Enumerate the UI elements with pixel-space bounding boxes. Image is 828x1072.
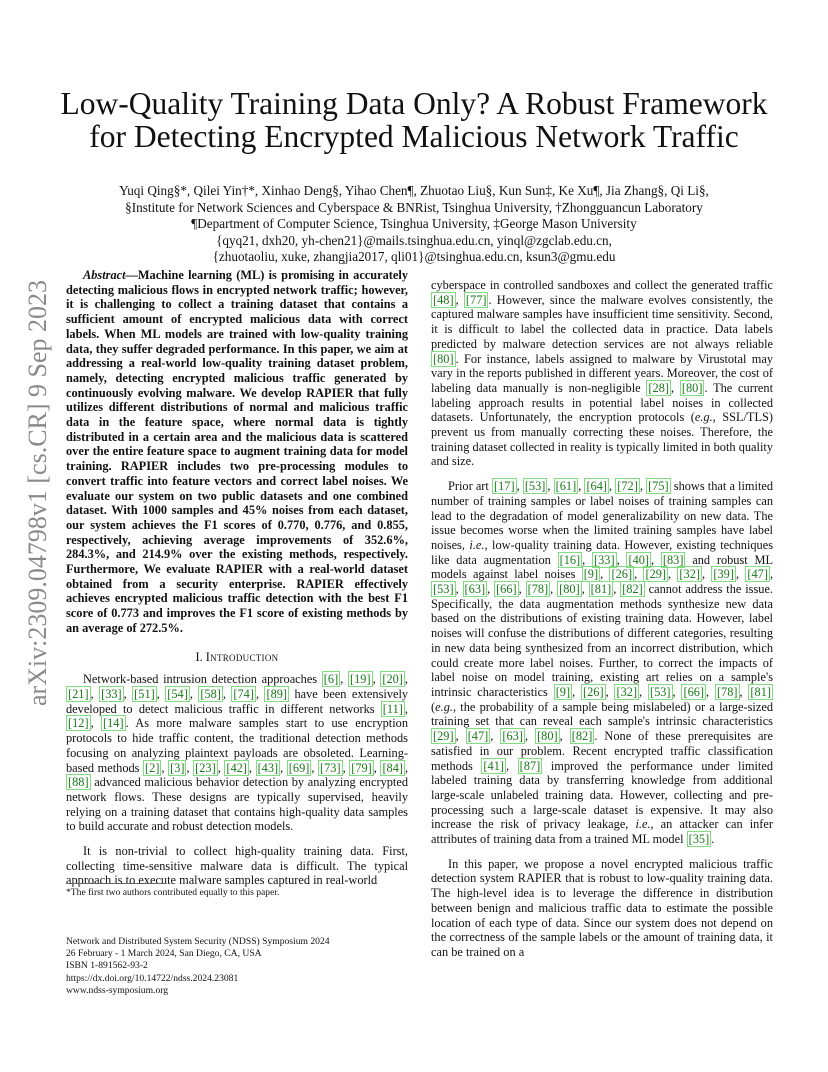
citation-link[interactable]: [19] (349, 672, 371, 687)
citation-link[interactable]: [16] (559, 552, 581, 567)
citation-link[interactable]: [26] (611, 567, 633, 582)
citation-link[interactable]: [82] (571, 729, 593, 744)
footnote: *The first two authors contributed equally to this paper. (66, 887, 280, 898)
body-paragraph: cyberspace in controlled sandboxes and collect the generated traffic [48] , [77] . However, since the malware evolves consistently, the captured malware samples have insufficient time sensitivity. Second, it is difficult to label the collected data in practice. Data labels predicted by malware detection services are not always reliable [80] . For instance, labels assigned to malware by Virustotal may vary in the reports published in different years. Moreover, the cost of labeling data manually is non-negligible [28] , [80] . The current labeling approach results in potential label noises in collected datasets. Unfortunately, the encryption protocols (e.g., SSL/TLS) prevent us from manually correcting these noises. Therefore, the training dataset collected in reality is typically limited in both quality and size. (431, 278, 774, 469)
intro-paragraph: It is non-trivial to collect high-quality training data. First, collecting time-sensitive malware data is difficult. The typical approach is to execute malware samples captured in real-world (66, 844, 408, 888)
website-link[interactable]: www.ndss-symposium.org (66, 984, 169, 996)
venue-line: ISBN 1-891562-93-2 (66, 960, 148, 972)
citation-link[interactable]: [48] (433, 292, 454, 307)
citation-link[interactable]: [88] (68, 775, 89, 790)
citation-link[interactable]: [53] (433, 582, 454, 597)
citation-link[interactable]: [63] (464, 582, 486, 597)
citation-link[interactable]: [80] (559, 582, 580, 597)
citation-link[interactable]: [72] (617, 479, 638, 494)
arxiv-identifier (16, 279, 60, 707)
venue-line: 26 February - 1 March 2024, San Diego, CA, USA (66, 948, 262, 960)
citation-link[interactable]: [78] (527, 582, 549, 597)
citation-link[interactable]: [29] (433, 729, 454, 744)
citation-link[interactable]: [6] (323, 672, 339, 687)
citation-link[interactable]: [82] (622, 582, 643, 597)
intro-paragraph: Network-based intrusion detection approaches [6] , [19] , [20] , [21] , [33] , [51] , [54] , [58] , [74] , [89] have been extensively developed to detect malicious traffic in different networks [11] , [12] , [14] . As more malware samples start to use encryption protocols to hide traffic content, the traditional detection methods focusing on analyzing plaintext payloads are obsoleted. Learning-based methods [2] , [3] , [23] , [42] , [43] , [69] , [73] , [79] , [84] , [88] advanced malicious behavior detection by analyzing encrypted network flows. These designs are typically supervised, heavily relying on a training dataset that contains high-quality data samples to build accurate and robust detection models. (66, 672, 409, 834)
citation-link[interactable]: [9] (583, 567, 599, 582)
footnote-rule (66, 883, 166, 884)
citation-link[interactable]: [39] (713, 567, 734, 582)
citation-link[interactable]: [3] (170, 760, 185, 775)
citation-link[interactable]: [64] (586, 479, 608, 494)
citation-link[interactable]: [89] (266, 686, 288, 701)
body-paragraph: In this paper, we propose a novel encrypted malicious traffic detection system RAPIER that is robust to low-quality training data. The high-level idea is to leverage the difference in distribution between benign and malicious traffic data to estimate the possible location of each type of data. Since our system does not depend on the correctness of the sample labels or the amount of training data, it can be trained on a (431, 856, 773, 959)
section-number: I. (195, 649, 203, 664)
citation-link[interactable]: [14] (103, 716, 124, 731)
citation-link[interactable]: [2] (145, 760, 160, 775)
left-column (66, 268, 408, 898)
citation-link[interactable]: [12] (68, 716, 89, 731)
arxiv-identifier-text: arXiv:2309.04798v1 [cs.CR] 9 Sep 2023 (23, 279, 52, 707)
affiliation-line: §Institute for Network Sciences and Cyberspace & BNRist, Tsinghua University, †Zhongguancun Laboratory (125, 199, 703, 215)
citation-link[interactable]: [35] (688, 832, 710, 847)
email-line: {qyq21, dxh20, yh-chen21}@mails.tsinghua.edu.cn, yinql@zgclab.edu.cn, (216, 232, 612, 248)
citation-link[interactable]: [21] (68, 686, 89, 701)
citation-link[interactable]: [47] (747, 567, 768, 582)
citation-link[interactable]: [83] (662, 552, 684, 567)
citation-link[interactable]: [41] (483, 758, 504, 773)
venue-line: Network and Distributed System Security (NDSS) Symposium 2024 (66, 936, 330, 947)
section-heading (66, 650, 408, 665)
section-title: Introduction (205, 649, 279, 664)
citation-link[interactable]: [32] (616, 684, 638, 699)
citation-link[interactable]: [40] (628, 552, 650, 567)
abstract-text: —Machine learning (ML) is promising in accurately detecting malicious flows in encrypted network traffic; however, it is challenging to collect a training dataset that contains a sufficient amount of encrypted malicious data with correct labels. When ML models are trained with low-quality training data, they suffer degraded performance. In this paper, we aim at addressing a real-world low-quality training dataset problem, namely, detecting encrypted malicious traffic generated by continuously evolving malware. We develop RAPIER that fully utilizes different distributions of normal and malicious traffic data in the feature space, where normal data is tightly distributed in a certain area and the malicious data is scattered over the entire feature space to augment training data for model training. RAPIER includes two pre-processing modules to convert traffic into feature vectors and correct label noises. We evaluate our system on two public datasets and one combined dataset. With 1000 samples and 45% noises from each dataset, our system achieves the F1 scores of 0.770, 0.776, and 0.855, respectively, achieving average improvements of 352.6%, 284.3%, and 214.9% over the existing methods, respectively. Furthermore, We evaluate RAPIER with a real-world dataset obtained from a security enterprise. RAPIER effectively achieves encrypted malicious traffic detection with the best F1 score of 0.773 and improves the F1 score of existing methods by an average of 272.5%. (66, 268, 408, 635)
venue-info (66, 936, 408, 997)
citation-link[interactable]: [42] (226, 760, 247, 775)
citation-link[interactable]: [26] (583, 684, 604, 699)
author-names: Yuqi Qing§*, Qilei Yin†*, Xinhao Deng§, Yihao Chen¶, Zhuotao Liu§, Kun Sun‡, Ke Xu¶, Jia Zhang§, Qi Li§, (119, 183, 709, 198)
citation-link[interactable]: [69] (288, 760, 310, 775)
citation-link[interactable]: [43] (257, 760, 279, 775)
citation-link[interactable]: [75] (648, 479, 669, 494)
body-paragraph: Prior art [17] , [53] , [61] , [64] , [72] , [75] shows that a limited number of training samples or label noises of training samples can lead to the degradation of model generalizability on new data. The issue becomes worse when the limited training samples have label noises, i.e., low-quality training data. However, existing techniques like data augmentation [16] , [33] , [40] , [83] and robust ML models against label noises [9] , [26] , [29] , [32] , [39] , [47] , [53] , [63] , [66] , [78] , [80] , [81] , [82] cannot address the issue. Specifically, the data augmentation methods synthesize new data based on the distributions of existing training data. However, label noises will confuse the distributions of different categories, resulting in new data being synthesized from an incorrect distribution, which could create more label noises. Further, to correct the impacts of label noise on model training, existing art relies on a sample's intrinsic characteristics [9] , [26] , [32] , [53] , [66] , [78] , [81] (e.g., the probability of a sample being mislabeled) or a large-sized training set that can reveal each sample's intrinsic characteristics [29] , [47] , [63] , [80] , [82] . None of these prerequisites are satisfied in our problem. Recent encrypted traffic classification methods [41] , [87] improved the performance under limited labeled training data by transferring knowledge from additional large-scale unlabeled training data. However, collecting and pre-processing such a large-scale dataset is expensive. It may also increase the risk of privacy leakage, i.e., an attacker can infer attributes of training data from a trained ML model [35] . (431, 479, 774, 847)
citation-link[interactable]: [81] (750, 684, 771, 699)
citation-link[interactable]: [54] (167, 686, 188, 701)
citation-link[interactable]: [80] (433, 351, 454, 366)
doi-link[interactable]: https://dx.doi.org/10.14722/ndss.2024.23081 (66, 972, 239, 984)
citation-link[interactable]: [63] (502, 729, 523, 744)
citation-link[interactable]: [78] (716, 684, 738, 699)
citation-link[interactable]: [79] (351, 760, 372, 775)
citation-link[interactable]: [28] (648, 380, 669, 395)
citation-link[interactable]: [29] (645, 567, 667, 582)
abstract (66, 268, 408, 636)
affiliation-line: ¶Department of Computer Science, Tsinghua University, ‡George Mason University (191, 216, 637, 232)
citation-link[interactable]: [33] (101, 686, 122, 701)
citation-link[interactable]: [87] (519, 758, 541, 773)
citation-link[interactable]: [9] (555, 684, 571, 699)
page-title (40, 87, 788, 153)
citation-link[interactable]: [47] (467, 729, 489, 744)
right-column (431, 278, 773, 970)
citation-link[interactable]: [61] (555, 479, 577, 494)
citation-link[interactable]: [33] (594, 552, 615, 567)
citation-link[interactable]: [80] (537, 729, 558, 744)
citation-link[interactable]: [66] (683, 684, 705, 699)
email-line: {zhuotaoliu, xuke, zhangjia2017, qli01}@tsinghua.edu.cn, ksun3@gmu.edu (212, 249, 616, 265)
citation-link[interactable]: [66] (496, 582, 517, 597)
citation-link[interactable]: [53] (524, 479, 546, 494)
citation-link[interactable]: [80] (681, 380, 703, 395)
citation-link[interactable]: [58] (200, 686, 221, 701)
citation-link[interactable]: [73] (320, 760, 341, 775)
citation-link[interactable]: [23] (195, 760, 216, 775)
citation-link[interactable]: [11] (382, 701, 403, 716)
citation-link[interactable]: [77] (465, 292, 487, 307)
citation-link[interactable]: [32] (679, 567, 700, 582)
citation-link[interactable]: [84] (382, 760, 404, 775)
citation-link[interactable]: [20] (382, 672, 403, 687)
title-line: for Detecting Encrypted Malicious Network Traffic (89, 119, 739, 155)
citation-link[interactable]: [17] (494, 479, 515, 494)
title-line: Low-Quality Training Data Only? A Robust Framework (60, 86, 768, 122)
citation-link[interactable]: [51] (134, 686, 155, 701)
abstract-label: Abstract (83, 268, 126, 282)
citation-link[interactable]: [53] (649, 684, 671, 699)
author-block (40, 183, 788, 266)
citation-link[interactable]: [74] (233, 686, 254, 701)
citation-link[interactable]: [81] (590, 582, 612, 597)
